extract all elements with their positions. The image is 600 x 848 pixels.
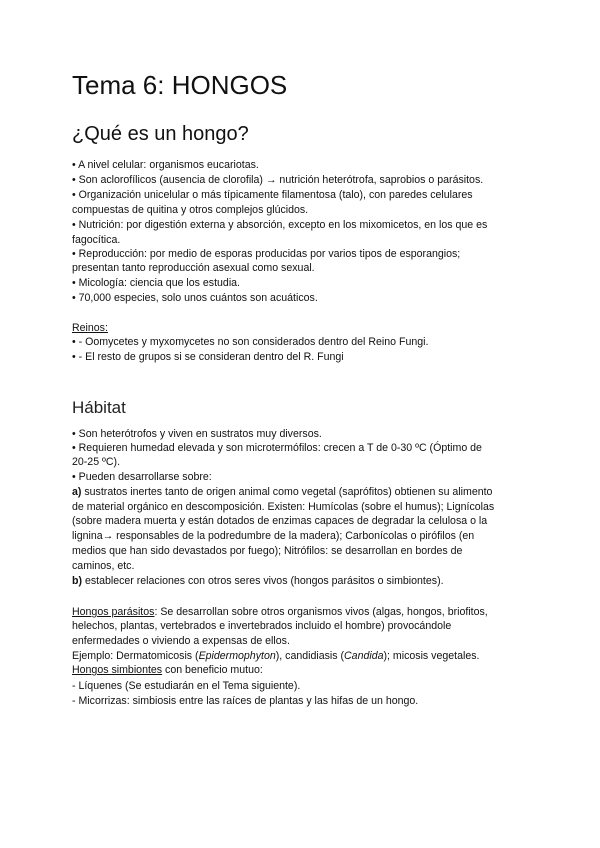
bullet-line: presentan tanto reproducción asexual como sexual.: [72, 262, 315, 274]
bullet-line: • Reproducción: por medio de esporas producidas por varios tipos de esporangios;: [72, 248, 461, 260]
page-title: Tema 6: HONGOS: [72, 70, 288, 100]
simbiontes-line: [72, 664, 263, 677]
bullet-line: fagocítica.: [72, 234, 121, 246]
reinos-item: • - Oomycetes y myxomycetes no son considerados dentro del Reino Fungi.: [72, 336, 429, 348]
bullet-line: • 70,000 especies, solo unos cuántos son acuáticos.: [72, 292, 318, 304]
parasitos-label: Hongos parásitos: [72, 606, 155, 618]
bullet-line: • Son aclorofílicos (ausencia de clorofila) → nutrición heterótrofa, saprobios o parásitos.: [72, 174, 484, 186]
bullet-line: • Micología: ciencia que los estudia.: [72, 277, 241, 289]
parasitos-line: helechos, plantas, vertebrados e invertebrados incluido el hombre) provocándole: [72, 620, 452, 632]
section-heading-habitat: Hábitat: [72, 398, 126, 417]
habitat-a-line: medios que han sido devastados por fuego); Nitrófilos: se desarrollan en bordes de: [72, 545, 463, 557]
a-label: a): [72, 486, 82, 498]
a-text: sustratos inertes tanto de origen animal como vegetal (saprófitos) obtienen su alimento: [81, 486, 493, 498]
habitat-a-line: caminos, etc.: [72, 560, 135, 572]
bullet-line: • Nutrición: por digestión externa y absorción, excepto en los mixomicetos, en los que es: [72, 219, 488, 231]
habitat-a-line: [72, 486, 492, 499]
simbiontes-item: - Micorrizas: simbiosis entre las raíces de plantas y las hifas de un hongo.: [72, 695, 419, 707]
reinos-label: Reinos:: [72, 322, 108, 334]
habitat-a-line: lignina→ responsables de la podredumbre de la madera); Carbonícolas o pirófilos (en: [72, 530, 475, 542]
parasitos-text: : Se desarrollan sobre otros organismos vivos (algas, hongos, briofitos,: [154, 606, 488, 618]
b-text: establecer relaciones con otros seres vivos (hongos parásitos o simbiontes).: [82, 575, 444, 587]
parasitos-line: enfermedades o viviendo a expensas de ellos.: [72, 635, 290, 647]
ejemplo-text: ), candidiasis (: [275, 650, 345, 662]
section-heading-que-es: ¿Qué es un hongo?: [72, 123, 249, 145]
b-label: b): [72, 575, 82, 587]
ejemplo-species: Candida: [344, 650, 384, 662]
simbiontes-text: con beneficio mutuo:: [162, 664, 263, 676]
ejemplo-species: Epidermophyton: [198, 650, 276, 662]
parasitos-line: [72, 606, 488, 619]
bullet-line: compuestas de quitina y otros complejos glúcidos.: [72, 204, 309, 216]
ejemplo-line: [72, 650, 479, 663]
reinos-item: • - El resto de grupos si se consideran dentro del R. Fungi: [72, 351, 344, 363]
habitat-line: • Son heterótrofos y viven en sustratos muy diversos.: [72, 428, 322, 440]
habitat-line: 20-25 ºC).: [72, 456, 121, 468]
bullet-line: • Organización unicelular o más típicamente filamentosa (talo), con paredes celulares: [72, 189, 473, 201]
habitat-line: • Requieren humedad elevada y son microtermófilos: crecen a T de 0-30 ºC (Óptimo de: [72, 442, 482, 454]
habitat-b-line: [72, 575, 444, 588]
habitat-a-line: de material orgánico en descomposición. Existen: Humícolas (sobre el humus); Lignícolas: [72, 501, 495, 513]
ejemplo-text: Ejemplo: Dermatomicosis (: [72, 650, 199, 662]
bullet-line: • A nivel celular: organismos eucariotas.: [72, 159, 259, 171]
simbiontes-label: Hongos simbiontes: [72, 664, 163, 676]
ejemplo-text: ); micosis vegetales.: [383, 650, 480, 662]
habitat-line: • Pueden desarrollarse sobre:: [72, 471, 212, 483]
habitat-a-line: (sobre madera muerta y están dotados de enzimas capaces de degradar la celulosa o la: [72, 515, 488, 527]
simbiontes-item: - Líquenes (Se estudiarán en el Tema siguiente).: [72, 680, 301, 692]
